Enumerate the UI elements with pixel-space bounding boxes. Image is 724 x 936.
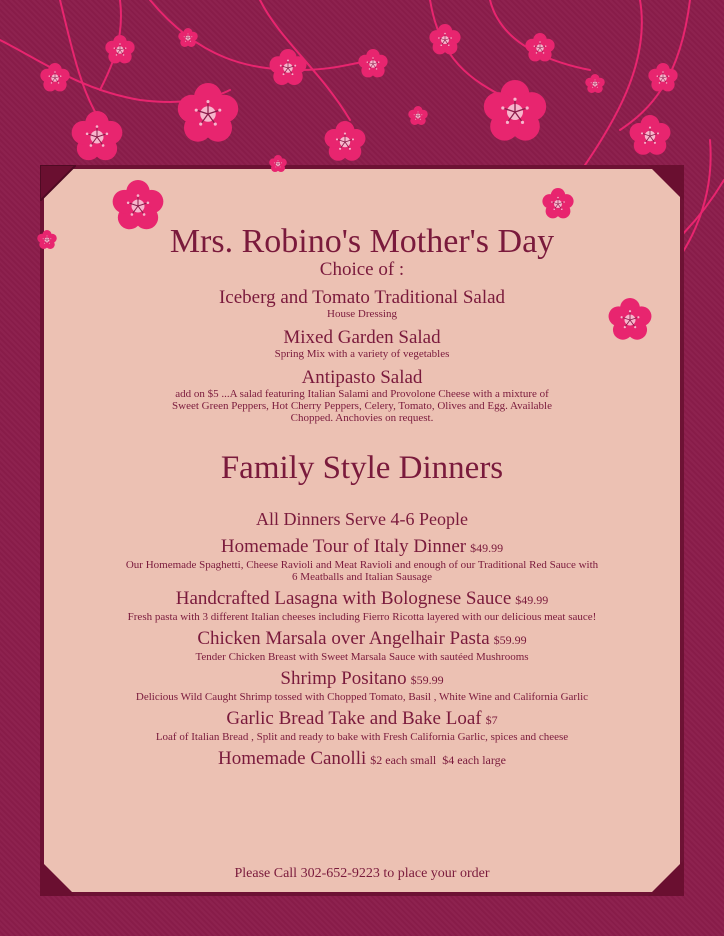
dinner-desc-line: Tender Chicken Breast with Sweet Marsala Sauce with sautéed Mushrooms [195,651,529,663]
salad-desc-line: Sweet Green Peppers, Hot Cherry Peppers, Celery, Tomato, Olives and Egg. Available [172,400,552,412]
dinner-item [44,628,680,663]
dinner-desc-line: Fresh pasta with 3 different Italian cheeses including Fierro Ricotta layered with our delicious meat sauce! [127,611,597,623]
salad-desc: Spring Mix with a variety of vegetables [274,348,450,360]
dinner-item [44,668,680,703]
dinner-name: Handcrafted Lasagna with Bolognese Sauce [175,588,512,609]
salad-name: Mixed Garden Salad [283,327,441,348]
section-title: Family Style Dinners [220,450,504,486]
dinner-name: Homemade Tour of Italy Dinner [220,536,467,557]
salad-desc-line: Chopped. Anchovies on request. [290,412,434,424]
salad-name: Iceberg and Tomato Traditional Salad [218,287,506,308]
dinner-item [44,588,680,623]
choice-label: Choice of : [319,259,405,280]
menu-content [44,169,680,892]
dinner-desc-line: Loaf of Italian Bread , Split and ready to bake with Fresh California Garlic, spices and cheese [155,731,569,743]
dinner-name: Homemade Canolli [217,748,367,769]
dinner-price: $7 [485,713,498,727]
order-footer: Please Call 302-652-9223 to place your order [234,866,490,881]
salad-item [44,287,680,320]
dinner-price: $2 each small $4 each large [370,753,506,767]
dinner-desc-line: Our Homemade Spaghetti, Cheese Ravioli and Meat Ravioli and enough of our Traditional Red Sauce with [125,559,599,571]
salad-item [44,327,680,360]
serves-note: All Dinners Serve 4-6 People [256,509,468,529]
salad-item [44,367,680,424]
dinner-name: Garlic Bread Take and Bake Loaf [226,708,482,729]
dinner-item [44,708,680,743]
dinner-price: $49.99 [515,593,549,607]
salad-name: Antipasto Salad [301,367,423,388]
dinner-price: $49.99 [470,541,504,555]
dinner-name: Shrimp Positano [280,668,407,689]
dinner-desc-line: 6 Meatballs and Italian Sausage [292,571,432,583]
page-title: Mrs. Robino's Mother's Day [169,223,555,260]
dinner-price: $59.99 [410,673,444,687]
dinner-name: Chicken Marsala over Angelhair Pasta [197,628,490,649]
dinner-item [44,748,680,771]
dinner-item [44,536,680,583]
salad-desc: House Dressing [327,308,397,320]
salad-desc-line: add on $5 ...A salad featuring Italian Salami and Provolone Cheese with a mixture of [175,388,549,400]
dinner-price: $59.99 [493,633,527,647]
dinner-desc-line: Delicious Wild Caught Shrimp tossed with Chopped Tomato, Basil , White Wine and California Garlic [135,691,589,703]
